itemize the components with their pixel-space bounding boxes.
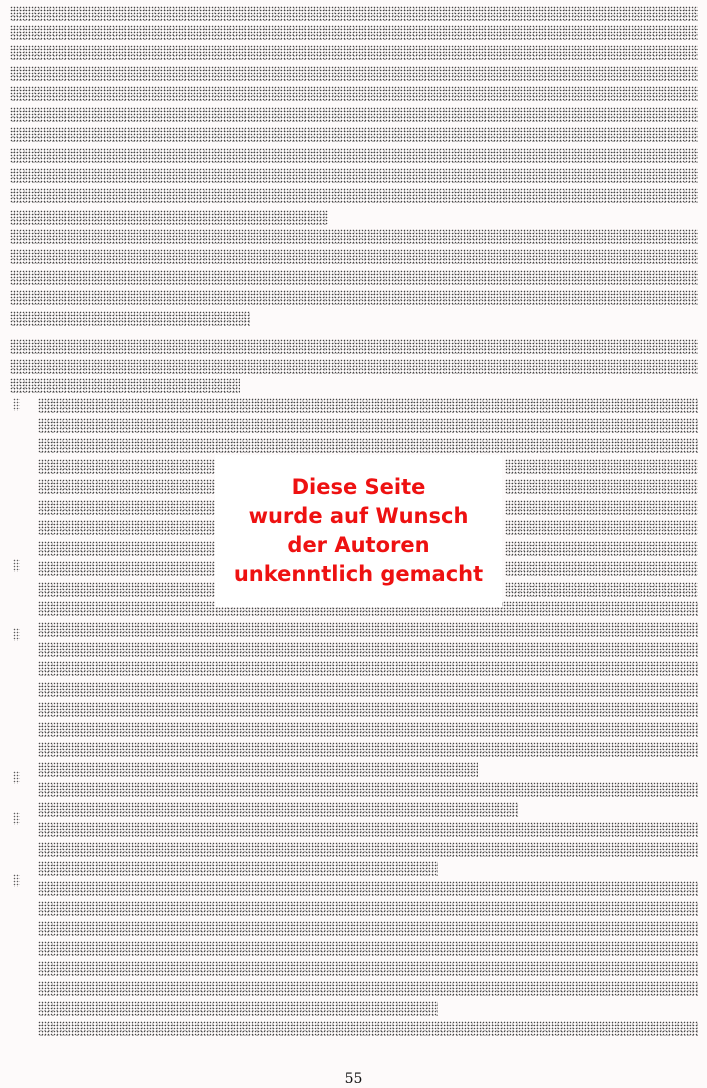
list-bullet-marker bbox=[13, 628, 20, 641]
obscured-text-line bbox=[38, 479, 216, 494]
obscured-text-line bbox=[38, 438, 698, 453]
obscured-text-line bbox=[10, 249, 698, 264]
obscured-text-line bbox=[38, 802, 518, 817]
redaction-notice-line-2: wurde auf Wunsch bbox=[248, 504, 469, 528]
obscured-text-line bbox=[505, 561, 698, 576]
obscured-text-line bbox=[10, 127, 698, 142]
obscured-text-line bbox=[10, 6, 698, 21]
obscured-text-line bbox=[10, 107, 698, 122]
obscured-text-line bbox=[38, 1001, 438, 1016]
obscured-text-line bbox=[38, 1021, 698, 1036]
obscured-text-line bbox=[38, 500, 216, 515]
obscured-text-line bbox=[10, 148, 698, 163]
obscured-text-line bbox=[38, 941, 698, 956]
obscured-text-line bbox=[38, 541, 216, 556]
obscured-text-line bbox=[10, 25, 698, 40]
obscured-text-line bbox=[38, 742, 698, 757]
obscured-text-line bbox=[38, 861, 438, 876]
obscured-text-line bbox=[38, 418, 698, 433]
obscured-text-line bbox=[10, 311, 250, 326]
obscured-text-line bbox=[38, 682, 698, 697]
obscured-text-line bbox=[38, 782, 698, 797]
obscured-text-line bbox=[38, 961, 698, 976]
list-bullet-marker bbox=[13, 771, 20, 784]
obscured-text-line bbox=[38, 762, 478, 777]
obscured-text-line bbox=[38, 921, 698, 936]
obscured-text-line bbox=[38, 459, 216, 474]
obscured-text-line bbox=[505, 582, 698, 597]
obscured-text-line bbox=[38, 582, 216, 597]
obscured-text-line bbox=[505, 541, 698, 556]
obscured-text-line bbox=[505, 479, 698, 494]
list-bullet-marker bbox=[13, 812, 20, 825]
obscured-text-line bbox=[10, 290, 698, 305]
obscured-text-line bbox=[38, 842, 698, 857]
obscured-text-line bbox=[10, 339, 698, 354]
list-bullet-marker bbox=[13, 559, 20, 572]
redaction-notice-line-4: unkenntlich gemacht bbox=[233, 562, 484, 586]
redaction-notice-line-1: Diese Seite bbox=[291, 475, 426, 499]
obscured-text-line bbox=[10, 188, 698, 203]
obscured-text-line bbox=[38, 822, 698, 837]
obscured-text-line bbox=[38, 520, 216, 535]
obscured-text-line bbox=[10, 86, 698, 101]
list-bullet-marker bbox=[13, 874, 20, 887]
obscured-text-line bbox=[505, 520, 698, 535]
obscured-text-line bbox=[10, 45, 698, 60]
obscured-text-line bbox=[38, 661, 698, 676]
obscured-text-line bbox=[38, 722, 698, 737]
obscured-text-line bbox=[38, 561, 216, 576]
redaction-notice bbox=[215, 455, 502, 607]
obscured-text-line bbox=[38, 622, 698, 637]
obscured-text-line bbox=[38, 398, 698, 413]
obscured-text-line bbox=[10, 229, 698, 244]
page-number: 55 bbox=[344, 1071, 363, 1087]
obscured-text-line bbox=[10, 359, 698, 374]
list-bullet-marker bbox=[13, 398, 20, 411]
obscured-text-line bbox=[10, 270, 698, 285]
redaction-notice-line-3: der Autoren bbox=[287, 533, 430, 557]
obscured-text-line bbox=[38, 642, 698, 657]
obscured-text-line bbox=[10, 168, 698, 183]
obscured-text-line bbox=[38, 901, 698, 916]
obscured-text-line bbox=[38, 981, 698, 996]
obscured-text-line bbox=[505, 459, 698, 474]
obscured-text-line bbox=[38, 881, 698, 896]
obscured-text-line bbox=[505, 500, 698, 515]
obscured-text-line bbox=[10, 378, 240, 393]
obscured-text-line bbox=[38, 702, 698, 717]
obscured-text-line bbox=[10, 210, 328, 225]
obscured-text-line bbox=[10, 66, 698, 81]
